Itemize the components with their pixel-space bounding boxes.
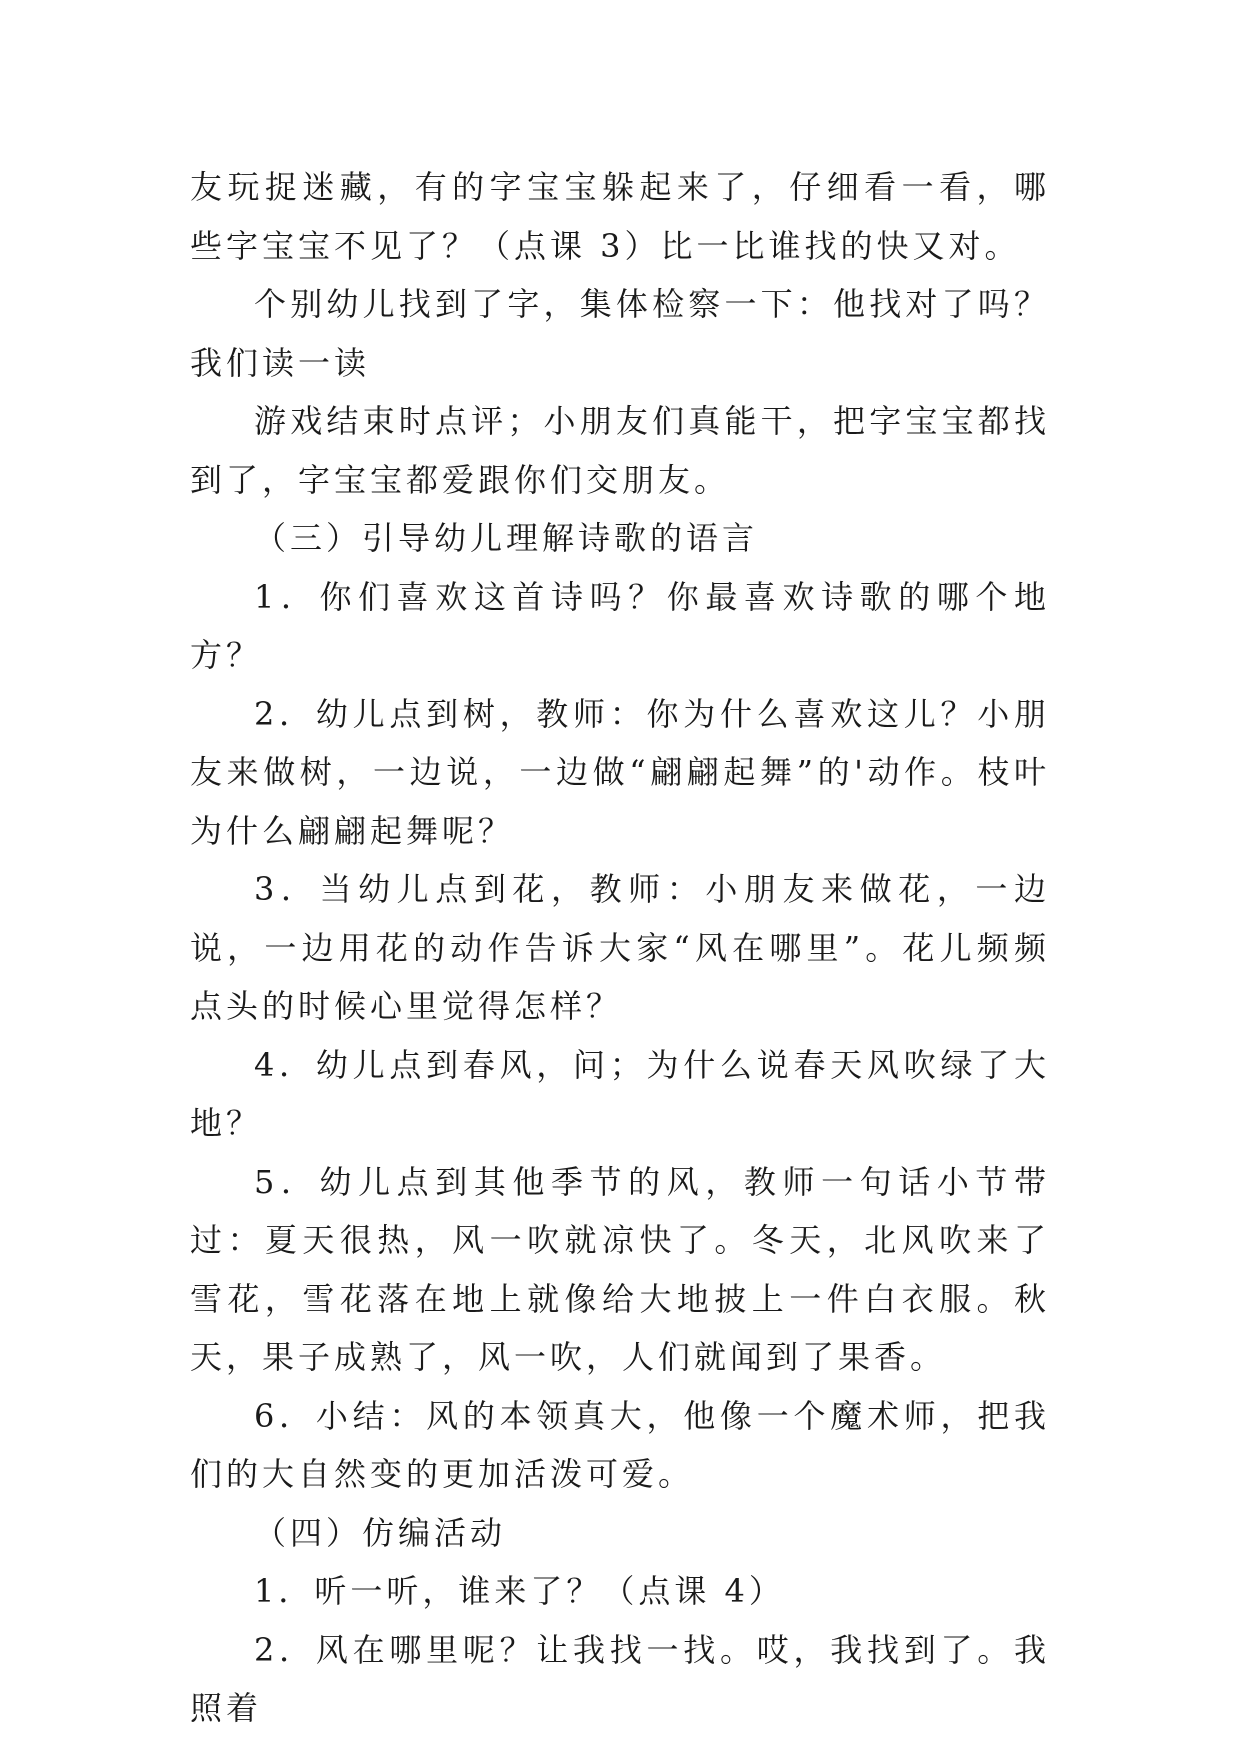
- paragraph-check: 个别幼儿找到了字，集体检察一下：他找对了吗？我们读一读: [190, 285, 1050, 382]
- list-item-6: 6．小结：风的本领真大，他像一个魔术师，把我们的大自然变的更加活泼可爱。: [190, 1396, 1050, 1493]
- list-item-5: 5．幼儿点到其他季节的风，教师一句话小节带过：夏天很热，风一吹就凉快了。冬天，北风吹来了雪花，雪花落在地上就像给大地披上一件白衣服。秋天，果子成熟了，风一吹，人们就闻到了果香。: [190, 1162, 1050, 1376]
- list-item-1: 1．你们喜欢这首诗吗？你最喜欢诗歌的哪个地方？: [190, 577, 1050, 674]
- list-item-3: 3．当幼儿点到花，教师：小朋友来做花，一边说，一边用花的动作告诉大家“风在哪里”。花儿频频点头的时候心里觉得怎样？: [190, 870, 1050, 1025]
- section-heading-3: （三）引导幼儿理解诗歌的语言: [254, 519, 759, 557]
- list-item-2b: 2．风在哪里呢？让我找一找。哎，我找到了。我照着: [190, 1630, 1050, 1727]
- list-item-1b: 1．听一听，谁来了？（点课 4）: [254, 1572, 785, 1610]
- list-item-4: 4．幼儿点到春风，问；为什么说春天风吹绿了大地？: [190, 1045, 1050, 1142]
- section-heading-4: （四）仿编活动: [254, 1513, 507, 1552]
- document-page: [190, 158, 1050, 1738]
- paragraph-game-end: 游戏结束时点评；小朋友们真能干，把字宝宝都找到了，字宝宝都爱跟你们交朋友。: [190, 402, 1050, 499]
- list-item-2: 2．幼儿点到树，教师：你为什么喜欢这儿？小朋友来做树，一边说，一边做“翩翩起舞”的'动作。枝叶为什么翩翩起舞呢？: [190, 694, 1050, 850]
- paragraph-continuation: 友玩捉迷藏，有的字宝宝躲起来了，仔细看一看，哪些字宝宝不见了？（点课 3）比一比谁找的快又对。: [190, 168, 1050, 265]
